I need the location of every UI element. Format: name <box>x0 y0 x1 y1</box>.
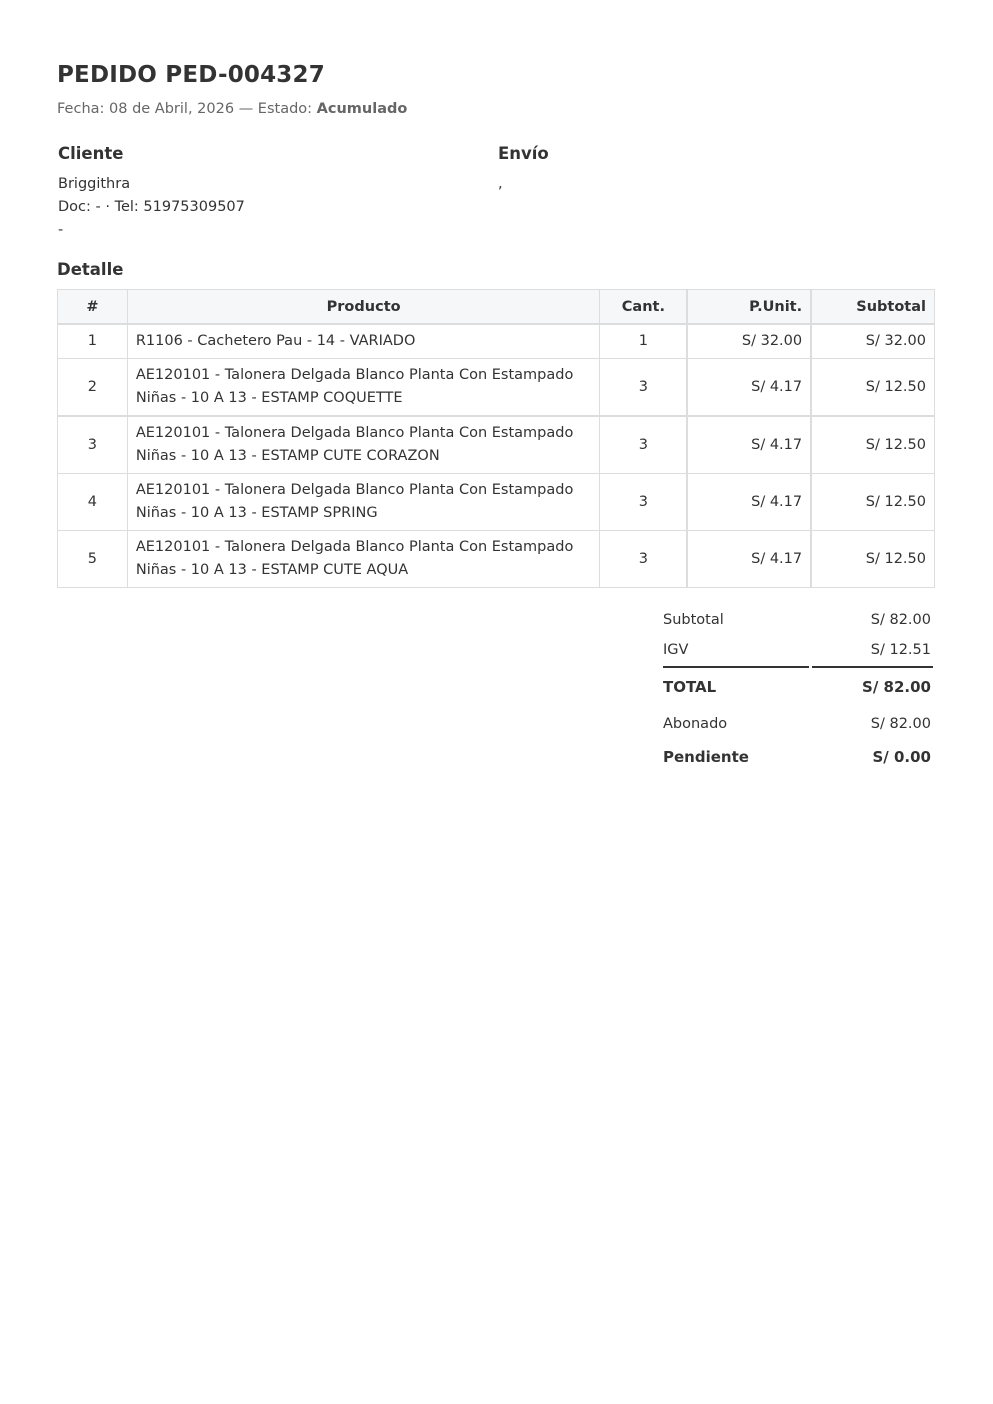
igv-row <box>663 638 933 662</box>
row-quantity: 3 <box>600 359 687 417</box>
date-value: 08 de Abril, 2026 <box>109 101 235 117</box>
client-extra: - <box>58 222 64 238</box>
row-product-line-1: AE120101 - Talonera Delgada Blanco Planta Con Estampado <box>135 425 574 441</box>
subtotal-label: Subtotal <box>663 612 724 628</box>
page-title: PEDIDO PED-004327 <box>57 62 325 88</box>
order-meta <box>57 101 407 117</box>
column-header-subtotal: Subtotal <box>811 290 934 325</box>
subtotal-row <box>663 608 933 632</box>
row-unit-price: S/ 32.00 <box>687 324 811 359</box>
subtotal-value: S/ 82.00 <box>870 612 931 628</box>
row-number: 1 <box>58 324 128 359</box>
row-product <box>127 531 600 588</box>
table-row <box>58 531 935 588</box>
client-doc-phone: Doc: - · Tel: 51975309507 <box>58 199 245 215</box>
paid-row <box>663 712 933 736</box>
total-row <box>663 675 933 699</box>
row-number: 4 <box>58 474 128 531</box>
order-detail-table <box>57 289 935 588</box>
total-value: S/ 82.00 <box>862 678 931 696</box>
row-quantity: 3 <box>600 474 687 531</box>
status-label: Estado: <box>257 101 313 117</box>
row-number: 3 <box>58 416 128 474</box>
shipping-heading: Envío <box>498 144 549 163</box>
row-product-line-1: AE120101 - Talonera Delgada Blanco Planta Con Estampado <box>135 539 574 555</box>
row-quantity: 1 <box>600 324 687 359</box>
column-header-unit-price: P.Unit. <box>687 290 811 325</box>
row-product-line-2: Niñas - 10 A 13 - ESTAMP COQUETTE <box>135 390 403 406</box>
row-number: 2 <box>58 359 128 417</box>
row-product: R1106 - Cachetero Pau - 14 - VARIADO <box>127 324 600 359</box>
column-header-quantity: Cant. <box>600 290 687 325</box>
shipping-address: , <box>498 176 503 192</box>
totals-summary <box>663 608 933 769</box>
pending-value: S/ 0.00 <box>872 748 931 766</box>
total-label: TOTAL <box>663 678 717 696</box>
table-row <box>58 474 935 531</box>
igv-label: IGV <box>663 642 689 658</box>
client-section <box>58 144 245 242</box>
status-value: Acumulado <box>316 101 408 117</box>
row-product <box>127 359 600 417</box>
paid-label: Abonado <box>663 716 728 732</box>
row-unit-price: S/ 4.17 <box>687 531 811 588</box>
date-label: Fecha: <box>57 101 105 117</box>
table-row <box>58 359 935 417</box>
row-product-line-2: Niñas - 10 A 13 - ESTAMP SPRING <box>135 505 378 521</box>
row-unit-price: S/ 4.17 <box>687 474 811 531</box>
client-name: Briggithra <box>58 176 131 192</box>
pending-label: Pendiente <box>663 748 749 766</box>
row-subtotal: S/ 32.00 <box>811 324 934 359</box>
row-subtotal: S/ 12.50 <box>811 531 934 588</box>
row-product-line-1: AE120101 - Talonera Delgada Blanco Planta Con Estampado <box>135 367 574 383</box>
table-row <box>58 416 935 474</box>
row-quantity: 3 <box>600 531 687 588</box>
column-header-number: # <box>58 290 128 325</box>
client-heading: Cliente <box>58 144 124 163</box>
divider-left <box>663 666 809 668</box>
meta-separator: — <box>238 101 254 117</box>
paid-value: S/ 82.00 <box>870 716 931 732</box>
row-product <box>127 474 600 531</box>
row-subtotal: S/ 12.50 <box>811 416 934 474</box>
row-unit-price: S/ 4.17 <box>687 416 811 474</box>
igv-value: S/ 12.51 <box>870 642 931 658</box>
total-divider <box>663 666 933 668</box>
column-header-product: Producto <box>127 290 600 325</box>
row-subtotal: S/ 12.50 <box>811 359 934 417</box>
table-row <box>58 324 935 359</box>
row-product-line-2: Niñas - 10 A 13 - ESTAMP CUTE AQUA <box>135 562 409 578</box>
detail-heading: Detalle <box>57 260 124 279</box>
shipping-section <box>498 144 549 196</box>
table-header-row <box>58 290 935 325</box>
row-subtotal: S/ 12.50 <box>811 474 934 531</box>
row-product <box>127 416 600 474</box>
row-number: 5 <box>58 531 128 588</box>
row-unit-price: S/ 4.17 <box>687 359 811 417</box>
row-product-line-2: Niñas - 10 A 13 - ESTAMP CUTE CORAZON <box>135 448 440 464</box>
pending-row <box>663 745 933 769</box>
divider-right <box>812 666 933 668</box>
row-product-line-1: AE120101 - Talonera Delgada Blanco Planta Con Estampado <box>135 482 574 498</box>
row-quantity: 3 <box>600 416 687 474</box>
